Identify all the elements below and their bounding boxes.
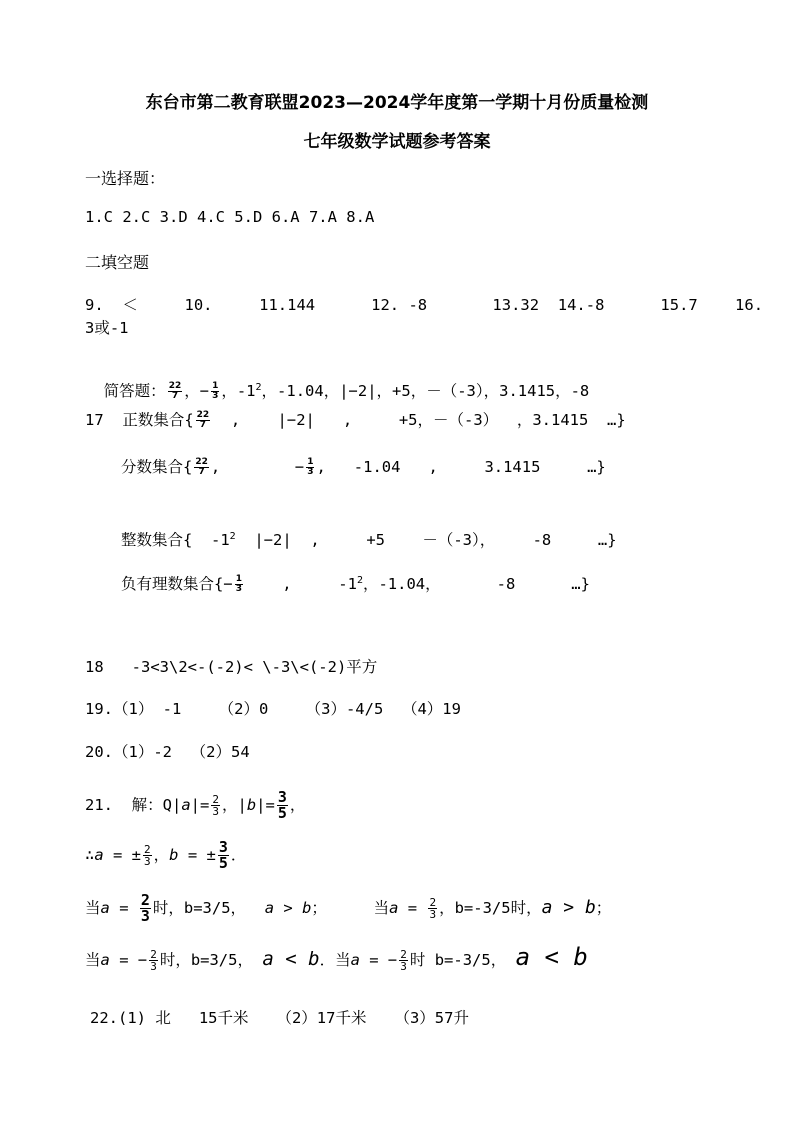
q21-line4: 当a = − $\frac{2}{3}$ 时，b=3/5， a < b．当a = − $\frac{2}{3}$ 时 b=-3/5， a < b: [85, 943, 588, 973]
brief-label: 简答题：: [103, 382, 166, 400]
q21-line2: ∴a = ± $\frac{2}{3}$ ，b = ± $\frac{3}{5}$ ．: [85, 838, 247, 872]
fraction-2-3: $\frac{2}{3}$: [144, 843, 151, 868]
q21-line3: 当a = $\frac{2}{3}$ 时，b=3/5， a > b； 当a = $\frac{2}{3}$ ，b=-3/5时，a > b；: [85, 891, 612, 925]
choice-answers: 1.C 2.C 3.D 4.C 5.D 6.A 7.A 8.A: [85, 208, 375, 226]
brief-answer-line: 简答题： $\frac{22}{7}$ ，− $\frac{1}{3}$ ，$-1^2$，-1.04，|−2|，+5，－（-3），3.1415，-8: [103, 381, 590, 401]
fraction-2-3: $\frac{2}{3}$: [140, 891, 150, 925]
fraction-2-3: $\frac{2}{3}$: [429, 896, 437, 921]
document-title: 东台市第二教育联盟2023—2024学年度第一学期十月份质量检测: [145, 93, 649, 113]
section-fill-heading: 二填空题: [85, 253, 150, 272]
q18-answer: 18 -3<3\2<-(-2)< \-3\<(-2)平方: [85, 658, 378, 676]
q17-positive-set: 17 正数集合{ $\frac{22}{7}$ , |−2| , +5，－（-3） ，3.1415 …}: [85, 410, 626, 430]
q17-fraction-set: 分数集合{ $\frac{22}{7}$ , − $\frac{1}{3}$ , -1.04 , 3.1415 …}: [121, 457, 606, 477]
fraction-22-7: $\frac{22}{7}$: [168, 381, 182, 401]
fraction-3-5: $\frac{3}{5}$: [277, 788, 287, 822]
fraction-2-3: $\frac{2}{3}$: [400, 948, 407, 973]
fraction-1-3: $\frac{1}{3}$: [212, 381, 219, 401]
fraction-22-7: $\frac{22}{7}$: [196, 410, 210, 430]
q19-answer: 19.（1） -1 （2）0 （3）-4/5 （4）19: [85, 700, 461, 718]
q17-integer-set: 整数集合{ $-1^2$ |−2| , +5 －（-3）， -8 …}: [121, 530, 617, 549]
fraction-3-5: $\frac{3}{5}$: [218, 838, 228, 872]
q20-answer: 20.（1）-2 （2）54: [85, 743, 250, 761]
fraction-22-7: $\frac{22}{7}$: [195, 457, 208, 477]
fraction-2-3: $\frac{2}{3}$: [212, 793, 219, 818]
fill-answers-line1: 9. ＜ 10. 11.144 12. -8 13.32 14.-8 15.7 16.: [85, 296, 764, 314]
q22-answer: 22.(1) 北 15千米 （2）17千米 （3）57升: [90, 1009, 469, 1027]
fraction-1-3: $\frac{1}{3}$: [307, 457, 314, 477]
section-choice-heading: 一选择题：: [85, 169, 166, 188]
fill-answers-line2: 3或-1: [85, 319, 129, 337]
fraction-1-3: $\frac{1}{3}$: [235, 574, 242, 594]
q21-line1: 21. 解：Q|a|= $\frac{2}{3}$ ，|b|= $\frac{3}{5}$ ，: [85, 788, 306, 822]
q17-negative-rational-set: 负有理数集合{− $\frac{1}{3}$ , $-1^2$，-1.04， -8 …}: [121, 574, 590, 594]
fraction-2-3: $\frac{2}{3}$: [150, 948, 157, 973]
document-subtitle: 七年级数学试题参考答案: [303, 132, 491, 152]
